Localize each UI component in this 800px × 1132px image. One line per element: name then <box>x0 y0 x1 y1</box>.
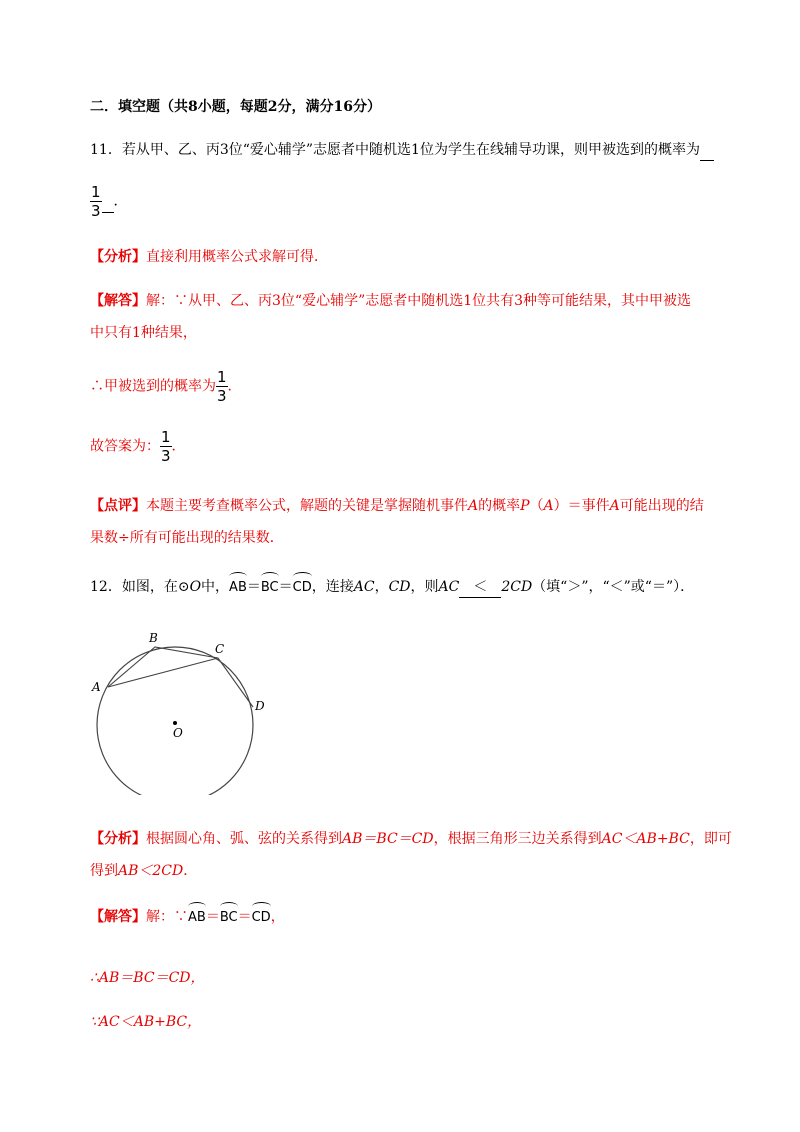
q11-solution-prefix: ∴甲被选到的概率为 <box>90 378 216 395</box>
q11-answer <box>90 184 128 219</box>
q12-analysis-end: ． <box>183 863 198 879</box>
q12-stem-e: （填“＞”，“＜”或“＝”）． <box>532 579 695 595</box>
arc-CD: CD <box>252 908 271 928</box>
fraction-den: 3 <box>217 387 227 405</box>
chords-ABCD <box>108 647 253 707</box>
q12-stem-d: ，则 <box>410 579 439 595</box>
comment-text-d: ）＝事件 <box>553 498 610 514</box>
eq-sign: ＝ <box>237 909 252 925</box>
arc-BC: BC <box>220 908 238 928</box>
q11-solution-text1: 解：∵从甲、乙、丙3位“爱心辅学”志愿者中随机选1位共有3种等可能结果，其中甲被选 <box>146 293 692 309</box>
fraction-den: 3 <box>161 447 171 465</box>
q12-analysis-ineq: AC＜AB+BC <box>601 831 690 847</box>
q12-stem-b: 中， <box>201 579 230 595</box>
label-D: D <box>255 699 265 713</box>
q12-stem-c: ，连接 <box>311 579 354 595</box>
q12-number: 12． <box>90 579 122 595</box>
q11-stem <box>90 140 714 161</box>
q12-analysis-eq1: AB＝BC＝CD <box>342 831 434 847</box>
var-A: A <box>468 498 479 514</box>
section-header: 二．填空题（共8小题，每题2分，满分16分） <box>90 99 381 115</box>
q12-solution-a: 解：∵ <box>146 909 188 925</box>
q12-CD: CD <box>388 579 411 595</box>
q11-blank-start <box>700 140 714 161</box>
q11-solution-line3 <box>90 369 242 404</box>
comma: ， <box>374 579 389 595</box>
arc-AB: AB <box>229 578 247 598</box>
q11-final-answer <box>90 429 186 464</box>
q12-analysis-a: 根据圆心角、弧、弦的关系得到 <box>146 831 342 847</box>
q12-analysis-tag: 【分析】 <box>90 831 146 847</box>
q11-answer-fraction <box>90 184 102 219</box>
q11-solution-fraction <box>216 369 228 404</box>
period: ． <box>171 438 186 455</box>
q11-answer-end: ． <box>113 193 128 210</box>
var-A: A <box>609 498 620 514</box>
q11-comment-tag: 【点评】 <box>90 498 146 514</box>
q11-answer-den: 3 <box>91 202 101 220</box>
q12-solution-line3: ∵AC＜AB+BC， <box>90 1014 202 1030</box>
q11-answer-num: 1 <box>91 183 101 201</box>
arc-BC: BC <box>261 578 279 598</box>
q11-solution-line2: 中只有1种结果， <box>90 325 197 341</box>
q11-comment-line2: 果数÷所有可能出现的结果数． <box>90 530 284 546</box>
q12-analysis-d: 得到 <box>90 863 118 879</box>
q12-answer: ＜ <box>473 579 488 595</box>
var-P: P <box>520 498 530 514</box>
q11-solution-line1 <box>90 291 691 311</box>
comment-text-b: 的概率 <box>478 498 521 514</box>
comma: ， <box>270 909 285 925</box>
fraction-num: 1 <box>161 428 171 446</box>
q12-AC: AC <box>438 579 460 595</box>
q12-analysis-line2 <box>90 861 197 881</box>
q11-final-fraction <box>160 429 172 464</box>
q12-stem <box>90 577 694 598</box>
comment-text-a: 本题主要考查概率公式，解题的关键是掌握随机事件 <box>146 498 468 514</box>
q12-analysis-res: AB＜2CD <box>118 863 184 879</box>
center-point <box>173 721 177 725</box>
eq-sign: ＝ <box>246 579 261 595</box>
q11-blank-end <box>102 192 114 213</box>
q12-AC: AC <box>353 579 375 595</box>
q12-var-O: O <box>189 579 202 595</box>
label-O: O <box>173 726 183 740</box>
q11-number: 11． <box>90 142 122 158</box>
eq-sign: ＝ <box>205 909 220 925</box>
q11-stem-text: 若从甲、乙、丙3位“爱心辅学”志愿者中随机选1位为学生在线辅导功课，则甲被选到的概率为 <box>121 142 700 158</box>
q11-analysis-tag: 【分析】 <box>90 249 146 265</box>
q11-analysis-text: 直接利用概率公式求解可得． <box>146 249 328 265</box>
q11-analysis <box>90 247 328 267</box>
q12-analysis-line1 <box>90 829 732 849</box>
var-A: A <box>543 498 554 514</box>
eq-sign: ＝ <box>278 579 293 595</box>
q12-stem-a: 如图，在⊙ <box>121 579 190 595</box>
fraction-num: 1 <box>217 368 227 386</box>
comment-text-c: （ <box>529 498 544 514</box>
q11-final-prefix: 故答案为： <box>90 438 160 455</box>
comment-text-e: 可能出现的结 <box>619 498 704 514</box>
period: ． <box>227 378 242 395</box>
arc-CD: CD <box>293 578 312 598</box>
q12-2CD: 2CD <box>501 579 533 595</box>
arc-AB: AB <box>188 908 206 928</box>
label-A: A <box>92 680 101 694</box>
label-C: C <box>215 642 225 656</box>
q12-solution-line1 <box>90 907 285 928</box>
q11-comment-line1 <box>90 496 704 516</box>
q12-solution-line2: ∴AB＝BC＝CD， <box>90 970 205 986</box>
circle-figure <box>80 625 280 795</box>
q12-analysis-c: ，即可 <box>689 831 732 847</box>
label-B: B <box>149 631 158 645</box>
q12-answer-blank <box>459 577 501 598</box>
q12-solution-tag: 【解答】 <box>90 909 146 925</box>
q11-solution-tag: 【解答】 <box>90 293 146 309</box>
q12-analysis-b: ，根据三角形三边关系得到 <box>433 831 602 847</box>
